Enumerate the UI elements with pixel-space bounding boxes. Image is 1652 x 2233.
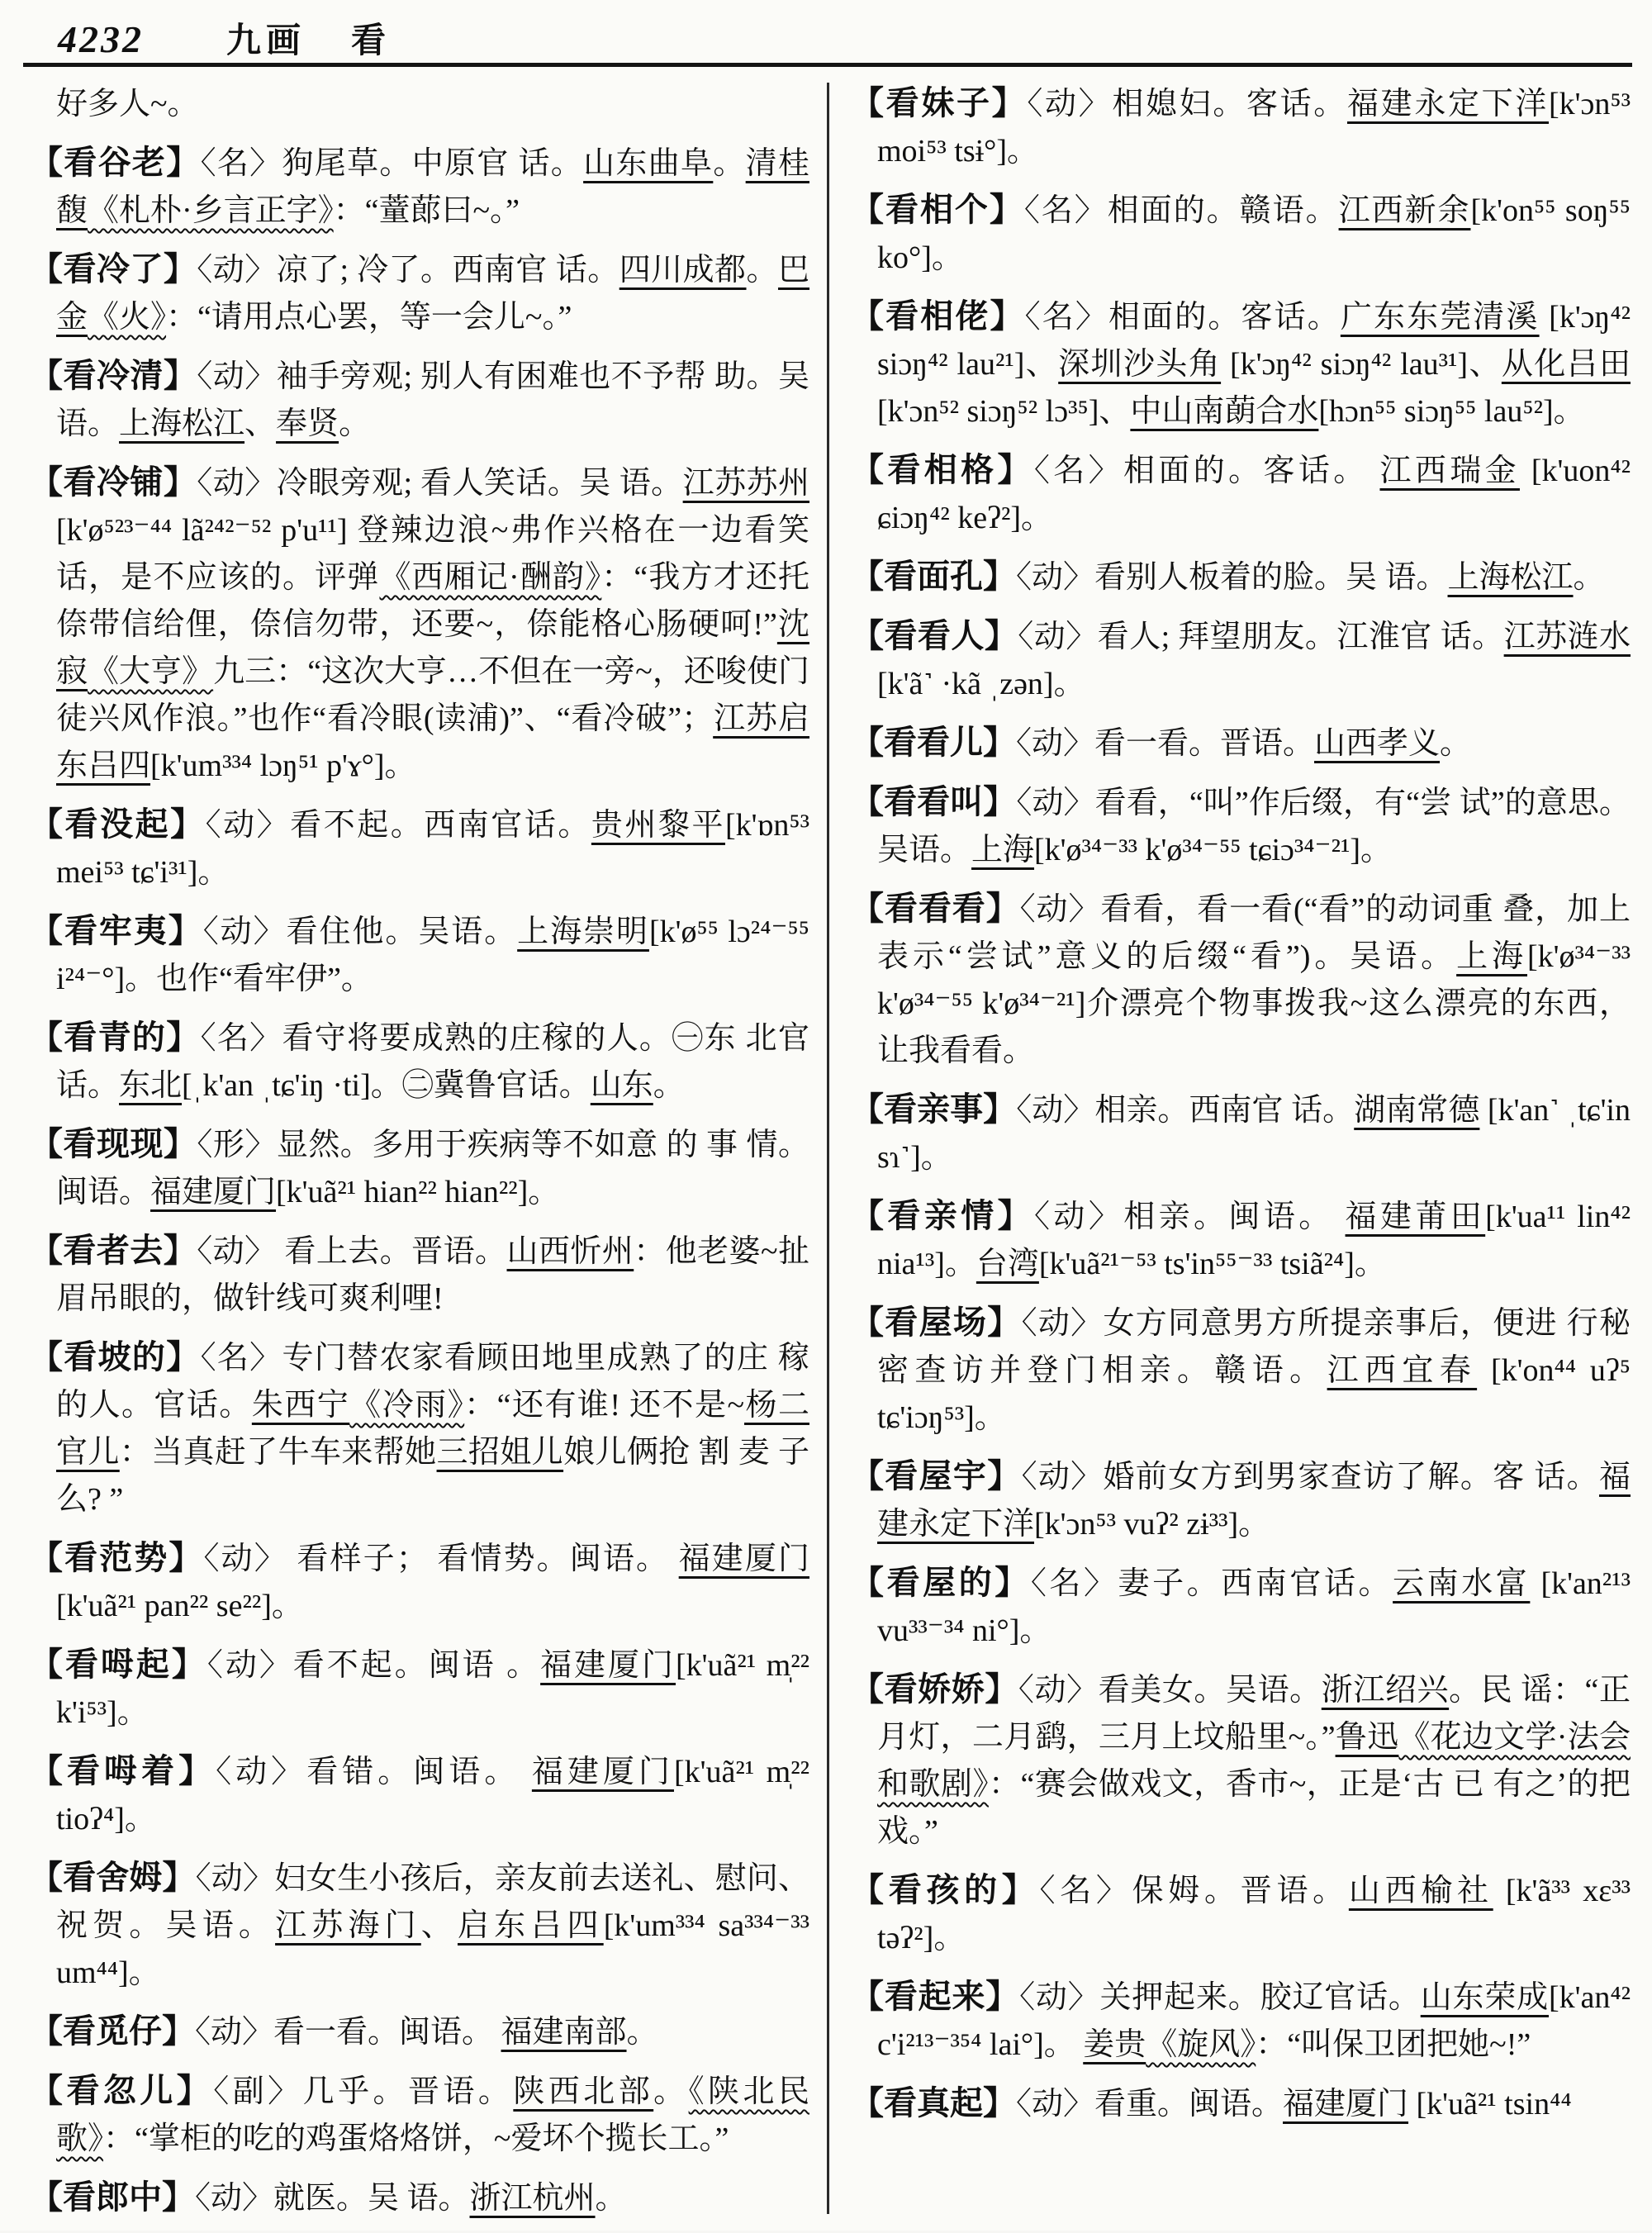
dict-entry bbox=[851, 446, 1631, 542]
entry-body: 〈动〉 看上去。晋语。山西忻州：他老婆~扯眉吊眼的，做针线可爽利哩! bbox=[56, 1234, 809, 1316]
dict-entry bbox=[851, 1559, 1631, 1655]
dict-entry bbox=[851, 186, 1631, 282]
entry-headword: 【看牢夷】 bbox=[30, 912, 203, 949]
entry-headword: 【看相格】 bbox=[851, 451, 1034, 488]
entry-body: 〈动〉凉了; 冷了。西南官 话。四川成都。巴金《火》：“请用点心罢，等一会儿~。” bbox=[56, 253, 809, 335]
entry-body: 〈动〉相亲。闽语。 福建莆田[k'ua¹¹ lin⁴² nia¹³]。台湾[k'uã²¹⁻⁵³ ts'in⁵⁵⁻³³ tsiã²⁴]。 bbox=[877, 1200, 1631, 1281]
entry-headword: 【看看儿】 bbox=[851, 724, 1016, 761]
dict-entry bbox=[851, 1299, 1631, 1442]
dict-entry bbox=[851, 612, 1631, 708]
entry-headword: 【看屋宇】 bbox=[851, 1457, 1022, 1494]
entry-headword: 【看坡的】 bbox=[30, 1338, 201, 1375]
entry-body: 〈动〉看美女。吴语。浙江绍兴。民 谣：“正月灯，二月鹞，三月上坟船里~。”鲁迅《花边文学·法会和歌剧》：“赛会做戏文，香市~，正是‘古 已 有之’的把戏。” bbox=[877, 1673, 1631, 1849]
entry-headword: 【看起来】 bbox=[851, 1978, 1020, 2015]
dict-entry bbox=[851, 719, 1631, 767]
entry-body: 〈名〉妻子。西南官话。云南水富 [k'an²¹³ vu³³⁻³⁴ ni°]。 bbox=[877, 1566, 1631, 1648]
entry-headword: 【看面孔】 bbox=[851, 558, 1016, 595]
entry-body: 〈动〉 看样子； 看情势。闽语。 福建厦门[k'uã²¹ pan²² se²²]。 bbox=[56, 1542, 809, 1623]
entry-body: 〈动〉看人; 拜望朋友。江淮官 话。江苏涟水[k'ã˺ ·kã ˌzən]。 bbox=[877, 620, 1631, 701]
dict-entry bbox=[30, 458, 809, 790]
header-rule bbox=[23, 63, 1632, 67]
entry-headword: 【看妹子】 bbox=[851, 84, 1028, 121]
dict-entry bbox=[851, 1665, 1631, 1855]
entry-body: 〈动〉看不起。闽语 。福建厦门[k'uã²¹ m̩²² k'i⁵³]。 bbox=[56, 1648, 809, 1730]
dict-entry bbox=[851, 885, 1631, 1075]
entry-headword: 【看舍姆】 bbox=[30, 1859, 196, 1896]
entry-body: 〈名〉相面的。客话。广东东莞清溪 [k'ɔŋ⁴² siɔŋ⁴² lau²¹]、深圳沙头角 [k'ɔŋ⁴² siɔŋ⁴² lau³¹]、从化吕田[k'ɔn⁵² siɔŋ⁵² lɔ³⁵]、中山南蓢合水[hɔn⁵⁵ siɔŋ⁵⁵ lau⁵²]。 bbox=[877, 300, 1631, 429]
entry-body: 〈名〉专门替农家看顾田地里成熟了的庄 稼的人。官话。朱西宁《冷雨》：“还有谁! 还不是~杨二官儿：当真赶了牛车来帮她三招姐儿娘儿俩抢 割 麦 子么? ” bbox=[56, 1341, 809, 1517]
entry-body: 〈动〉就医。吴 语。浙江杭州。 bbox=[195, 2181, 627, 2216]
entry-body: 〈动〉看一看。闽语。 福建南部。 bbox=[195, 2015, 658, 2050]
entry-headword: 【看真起】 bbox=[851, 2084, 1016, 2121]
dict-entry bbox=[30, 1333, 809, 1523]
entry-body: 〈动〉看一看。晋语。山西孝义。 bbox=[1016, 726, 1472, 761]
dict-entry bbox=[30, 1747, 809, 1843]
dict-entry bbox=[30, 1014, 809, 1109]
head-character: 看 bbox=[351, 22, 387, 60]
entry-headword: 【看看叫】 bbox=[851, 783, 1017, 820]
dict-entry bbox=[851, 778, 1631, 874]
entry-headword: 【看呣着】 bbox=[30, 1752, 216, 1789]
entry-body: 〈副〉几乎。晋语。陕西北部。《陕北民歌》：“掌柜的吃的鸡蛋烙烙饼，~爱坏个揽长工。” bbox=[56, 2074, 809, 2156]
entry-body: 〈名〉相面的。赣语。江西新余[k'on⁵⁵ soŋ⁵⁵ ko°]。 bbox=[877, 193, 1631, 275]
dict-entry bbox=[851, 79, 1631, 175]
entry-headword: 【看相个】 bbox=[851, 191, 1024, 228]
dict-entry bbox=[30, 352, 809, 448]
dict-entry bbox=[30, 139, 809, 235]
entry-body: 〈名〉相面的。客话。 江西瑞金 [k'uon⁴² ɕiɔŋ⁴² keʔ²]。 bbox=[877, 454, 1631, 535]
right-column bbox=[851, 79, 1631, 2233]
entry-headword: 【看现现】 bbox=[30, 1125, 197, 1162]
page-number: 4232 bbox=[58, 18, 144, 60]
entry-headword: 【看冷清】 bbox=[30, 357, 197, 394]
entry-body: 〈动〉袖手旁观; 别人有困难也不予帮 助。吴语。上海松江、奉贤。 bbox=[56, 359, 810, 441]
page-header bbox=[58, 13, 386, 63]
entry-body: 〈名〉看守将要成熟的庄稼的人。㊀东 北官话。东北[ˌk'an ˌtɕ'iŋ ·ti]。㊁冀鲁官话。山东。 bbox=[56, 1021, 809, 1103]
entry-body: 〈动〉相亲。西南官 话。湖南常德 [k'an˺ ˌtɕ'in sɿ˺]。 bbox=[877, 1093, 1631, 1175]
entry-headword: 【看相佬】 bbox=[851, 297, 1025, 335]
entry-headword: 【看亲事】 bbox=[851, 1090, 1017, 1128]
dict-entry bbox=[30, 2067, 809, 2163]
entry-headword: 【看看看】 bbox=[851, 890, 1020, 927]
entry-body: 〈动〉关押起来。胶辽官话。山东荣成[k'an⁴² c'i²¹³⁻³⁵⁴ lai°]。 姜贵《旋风》：“叫保卫团把她~!” bbox=[877, 1980, 1631, 2062]
entry-body: 〈动〉看看，看一看(“看”的动词重 叠，加上表示“尝试”意义的后缀“看”)。吴语。上海[k'ø³⁴⁻³³ k'ø³⁴⁻⁵⁵ k'ø³⁴⁻²¹]介漂亮个物事拨我~这么漂亮的东西，让我看看。 bbox=[877, 892, 1631, 1068]
entry-headword: 【看娇娇】 bbox=[851, 1670, 1018, 1708]
entry-body: 〈动〉妇女生小孩后，亲友前去送礼、慰问、祝贺。吴语。江苏海门、启东吕四[k'um³³⁴ sa³³⁴⁻³³ um⁴⁴]。 bbox=[56, 1861, 809, 1990]
dict-entry bbox=[851, 1452, 1631, 1548]
entry-body: 〈名〉保姆。晋语。山西榆社 [k'ã³³ xɛ³³ təʔ²]。 bbox=[877, 1874, 1631, 1955]
entry-headword: 【看屋的】 bbox=[851, 1564, 1031, 1601]
entry-body: 〈动〉女方同意男方所提亲事后，便进 行秘密查访并登门相亲。赣语。江西宜春 [k'on⁴⁴ uʔ⁵ tɕ'iɔŋ⁵³]。 bbox=[877, 1306, 1631, 1435]
dict-entry bbox=[30, 1641, 809, 1737]
entry-columns bbox=[30, 79, 1631, 2233]
entry-headword: 【看谷老】 bbox=[30, 144, 201, 181]
entry-body: 〈动〉看别人板着的脸。吴 语。上海松江。 bbox=[1016, 560, 1605, 595]
dict-entry bbox=[30, 245, 809, 341]
entry-headword: 【看没起】 bbox=[30, 805, 206, 843]
entry-body: 〈名〉狗尾草。中原官 话。山东曲阜。清桂馥《札朴·乡言正字》：“蕫蓈曰~。” bbox=[56, 146, 809, 228]
entry-body: 〈动〉看错。闽语。 福建厦门[k'uã²¹ m̩²² tioʔ⁴]。 bbox=[56, 1755, 810, 1836]
entry-headword: 【看者去】 bbox=[30, 1232, 197, 1269]
dict-entry bbox=[851, 1192, 1631, 1288]
entry-body: 〈动〉相媳妇。客话。福建永定下洋[k'ɔn⁵³ moi⁵³ tsɨ°]。 bbox=[877, 87, 1631, 169]
dict-entry bbox=[851, 1866, 1631, 1962]
dict-entry bbox=[851, 1086, 1631, 1181]
left-column bbox=[30, 79, 809, 2233]
entry-headword: 【看屋场】 bbox=[851, 1304, 1022, 1341]
entry-body: 〈动〉看看，“叫”作后缀，有“尝 试”的意思。吴语。上海[k'ø³⁴⁻³³ k'ø³⁴⁻⁵⁵ tɕiɔ³⁴⁻²¹]。 bbox=[877, 786, 1631, 867]
entry-headword: 【看冷了】 bbox=[30, 250, 197, 287]
entry-body: 〈形〉显然。多用于疾病等不如意 的 事 情。闽语。福建厦门[k'uã²¹ hian²² hian²²]。 bbox=[56, 1128, 809, 1209]
entry-body: 好多人~。 bbox=[56, 87, 199, 121]
entry-headword: 【看觅仔】 bbox=[30, 2012, 195, 2050]
entry-headword: 【看看人】 bbox=[851, 617, 1018, 654]
dict-entry bbox=[30, 907, 809, 1003]
entry-body: 〈动〉看重。闽语。福建厦门 [k'uã²¹ tsin⁴⁴ bbox=[1016, 2087, 1572, 2121]
entry-headword: 【看范势】 bbox=[30, 1539, 204, 1576]
dict-entry bbox=[30, 801, 809, 896]
dict-entry bbox=[30, 1854, 809, 1997]
entry-headword: 【看冷铺】 bbox=[30, 463, 197, 501]
dict-entry bbox=[851, 2079, 1631, 2128]
dict-entry bbox=[851, 553, 1631, 601]
dict-entry bbox=[30, 2007, 809, 2056]
entry-body: 〈动〉婚前女方到男家查访了解。客 话。福建永定下洋[k'ɔn⁵³ vuʔ² zɨ³³]。 bbox=[877, 1460, 1631, 1542]
entry-headword: 【看呣起】 bbox=[30, 1646, 207, 1683]
dict-entry bbox=[30, 1120, 809, 1216]
entry-body: 〈动〉看住他。吴语。上海崇明[k'ø⁵⁵ lɔ²⁴⁻⁵⁵ i²⁴⁻°]。也作“看牢伊”。 bbox=[56, 915, 809, 996]
dict-entry bbox=[851, 292, 1631, 435]
dict-entry bbox=[30, 1227, 809, 1323]
dict-entry bbox=[30, 79, 809, 128]
dict-entry bbox=[30, 1534, 809, 1630]
entry-headword: 【看孩的】 bbox=[851, 1871, 1040, 1908]
entry-headword: 【看郎中】 bbox=[30, 2178, 195, 2216]
entry-headword: 【看亲情】 bbox=[851, 1197, 1035, 1234]
entry-headword: 【看青的】 bbox=[30, 1019, 201, 1056]
dict-entry bbox=[851, 1973, 1631, 2069]
entry-body: 〈动〉冷眼旁观; 看人笑话。吴 语。江苏苏州[k'ø⁵²³⁻⁴⁴ lã²⁴²⁻⁵² p'u¹¹] 登辣边浪~弗作兴格在一边看笑话，是不应该的。评弹《西厢记·酬韵》：“我方才还托倷带信给俚，倷信勿带，还要~，倷能格心肠硬呵!”沈寂《大亨》九三：“这次大亨…不但在一旁~，还唆使门徒兴风作浪。”也作“看冷眼(读浦)”、“看冷破”；江苏启东吕四[k'um³³⁴ lɔŋ⁵¹ p'ɤ°]。 bbox=[56, 466, 809, 783]
entry-headword: 【看忽儿】 bbox=[30, 2072, 214, 2109]
dict-entry bbox=[30, 2174, 809, 2222]
stroke-section-label: 九画 bbox=[226, 22, 306, 60]
entry-body: 〈动〉看不起。西南官话。贵州黎平[k'ɒn⁵³ mei⁵³ tɕ'i³¹]。 bbox=[56, 808, 809, 890]
